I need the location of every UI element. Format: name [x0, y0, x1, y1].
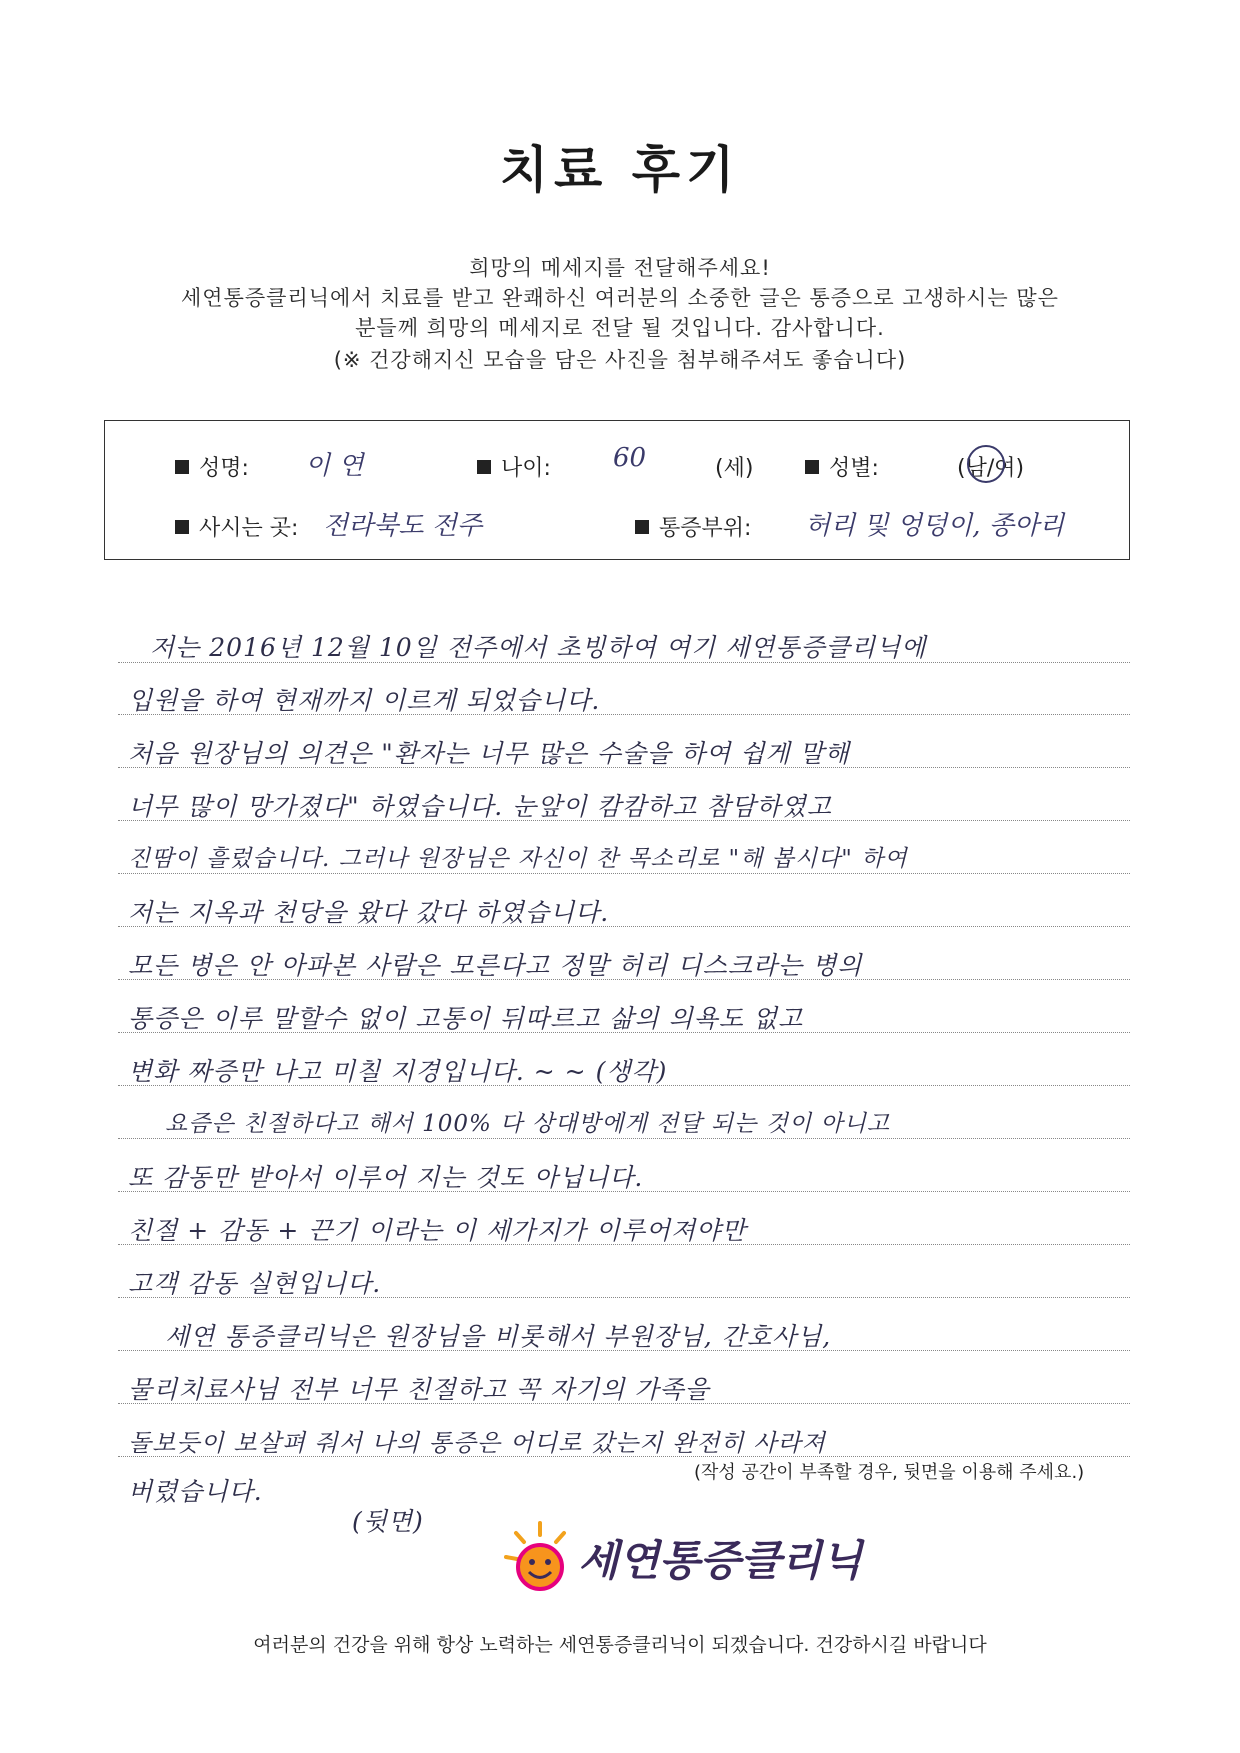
name-value: 이 연	[305, 451, 364, 481]
bullet-square-icon	[175, 520, 189, 534]
ruled-line	[118, 873, 1130, 874]
intro-line-2: 세연통증클리닉에서 치료를 받고 완쾌하신 여러분의 소중한 글은 통증으로 고생하시는 많은	[181, 286, 1059, 310]
letter-line: 요즘은 친절하다고 해서 100% 다 상대방에게 전달 되는 것이 아니고	[165, 1111, 891, 1137]
age-value: 60	[613, 443, 647, 473]
letter-line: 진땀이 흘렀습니다. 그러나 원장님은 자신이 찬 목소리로 "해 봅시다" 하여	[128, 846, 908, 872]
letter-line: 세연 통증클리닉은 원장님을 비롯해서 부원장님, 간호사님,	[165, 1322, 832, 1351]
gender-circle-mark	[967, 445, 1005, 483]
brand-logo-text: 세연통증클리닉	[578, 1536, 863, 1585]
letter-line: 입원을 하여 현재까지 이르게 되었습니다.	[128, 686, 601, 715]
letter-line: 변화 짜증만 나고 미칠 지경입니다. ~ ~ (생각)	[128, 1057, 668, 1086]
residence-value: 전라북도 전주	[323, 511, 482, 541]
pain-value: 허리 및 엉덩이, 종아리	[805, 511, 1065, 541]
bullet-square-icon	[635, 520, 649, 534]
gender-label: 성별:	[805, 451, 879, 482]
ruled-line	[118, 1138, 1130, 1139]
letter-line: 처음 원장님의 의견은 "환자는 너무 많은 수술을 하여 쉽게 말해	[128, 739, 850, 768]
letter-line: 너무 많이 망가졌다" 하였습니다. 눈앞이 캄캄하고 참담하였고	[128, 792, 832, 821]
bullet-square-icon	[805, 460, 819, 474]
letter-line: 돌보듯이 보살펴 줘서 나의 통증은 어디로 갔는지 완전히 사라져	[128, 1429, 826, 1457]
letter-line: 물리치료사님 전부 너무 친절하고 꼭 자기의 가족을	[128, 1375, 710, 1404]
letter-line: 통증은 이루 말할수 없이 고통이 뒤따르고 삶의 의욕도 없고	[128, 1004, 804, 1033]
sun-smile-logo-icon	[500, 1515, 580, 1605]
bullet-square-icon	[175, 460, 189, 474]
overflow-note: (작성 공간이 부족할 경우, 뒷면을 이용해 주세요.)	[694, 1462, 1085, 1483]
age-unit: (세)	[715, 456, 754, 481]
residence-label: 사시는 곳:	[175, 511, 298, 542]
pain-label: 통증부위:	[635, 511, 751, 542]
letter-line: 고객 감동 실현입니다.	[128, 1269, 382, 1298]
info-box	[104, 420, 1130, 560]
intro-line-3: 분들께 희망의 메세지로 전달 될 것입니다. 감사합니다.	[355, 316, 885, 340]
letter-line: 친절 + 감동 + 끈기 이라는 이 세가지가 이루어져야만	[128, 1216, 747, 1245]
intro-line-4: (※ 건강해지신 모습을 담은 사진을 첨부해주셔도 좋습니다)	[333, 348, 907, 372]
age-label: 나이:	[477, 451, 551, 482]
letter-line: 저는 지옥과 천당을 왔다 갔다 하였습니다.	[128, 898, 610, 927]
letter-line: (뒷면)	[352, 1507, 424, 1536]
intro-line-1: 희망의 메세지를 전달해주세요!	[469, 256, 771, 280]
letter-line: 저는 2016년 12월 10일 전주에서 초빙하여 여기 세연통증클리닉에	[150, 633, 927, 662]
letter-line: 버렸습니다.	[128, 1477, 263, 1506]
footer-text: 여러분의 건강을 위해 항상 노력하는 세연통증클리닉이 되겠습니다. 건강하시길 바랍니다	[253, 1634, 987, 1656]
name-label: 성명:	[175, 451, 249, 482]
gender-value: (남/여)	[957, 456, 1025, 481]
bullet-square-icon	[477, 460, 491, 474]
page-title: 치료 후기	[499, 141, 741, 199]
letter-line: 또 감동만 받아서 이루어 지는 것도 아닙니다.	[128, 1163, 644, 1192]
letter-line: 모든 병은 안 아파본 사람은 모른다고 정말 허리 디스크라는 병의	[128, 951, 863, 980]
